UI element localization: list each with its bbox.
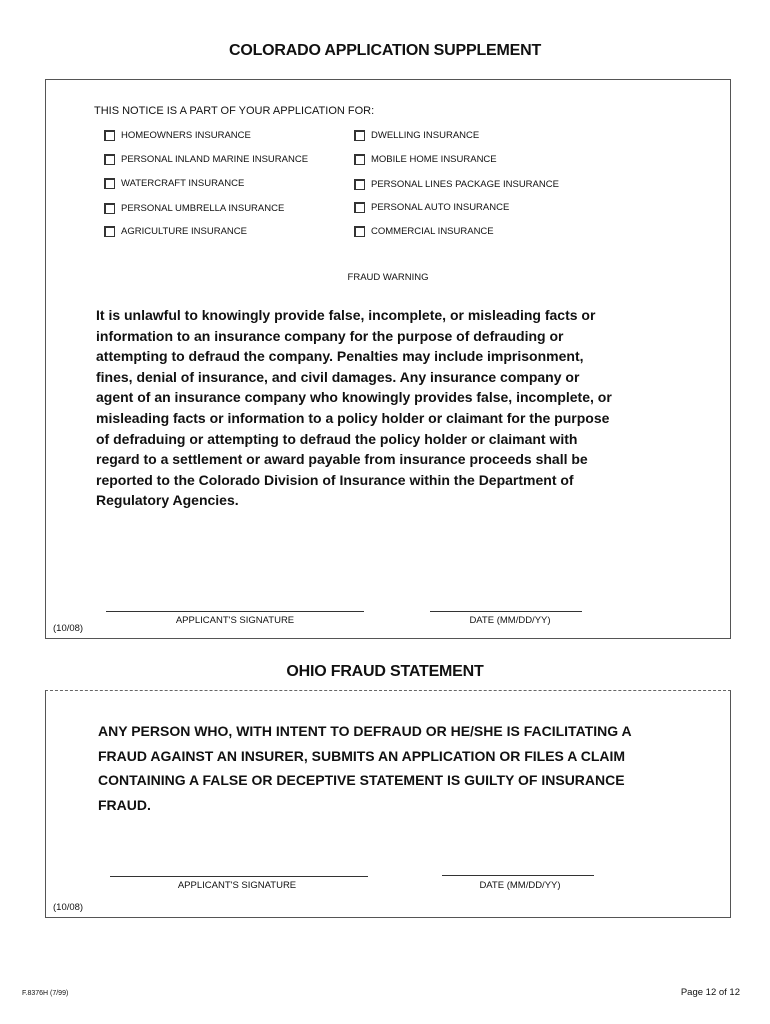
checkbox-label: DWELLING INSURANCE <box>371 130 480 141</box>
checkbox-package[interactable] <box>354 179 559 190</box>
signature-line[interactable] <box>106 611 364 612</box>
checkbox-agriculture[interactable] <box>104 226 247 237</box>
form-date: (10/08) <box>53 623 84 634</box>
checkbox-umbrella[interactable] <box>104 203 284 214</box>
checkbox-square[interactable] <box>104 130 115 141</box>
date-line[interactable] <box>430 611 582 612</box>
checkbox-watercraft[interactable] <box>104 178 244 189</box>
checkbox-square[interactable] <box>104 203 115 214</box>
checkbox-label: HOMEOWNERS INSURANCE <box>121 130 251 141</box>
signature-label: APPLICANT'S SIGNATURE <box>175 615 295 626</box>
form-number: F.8376H (7/99) <box>22 990 69 997</box>
checkbox-commercial[interactable] <box>354 226 494 237</box>
checkbox-auto[interactable] <box>354 202 509 213</box>
ohio-statement: ANY PERSON WHO, WITH INTENT TO DEFRAUD OR HE/SHE IS FACILITATING A FRAUD AGAINST AN INSURER, SUBMITS AN APPLICATION OR FILES A CLAIM CONTAINING A FALSE OR DECEPTIVE STATEMENT IS GUILTY OF INSURANCE FRAUD. <box>98 723 632 813</box>
colorado-section <box>45 79 731 639</box>
ohio-title: OHIO FRAUD STATEMENT <box>286 663 484 680</box>
page-number: Page 12 of 12 <box>680 987 740 998</box>
checkbox-square[interactable] <box>104 226 115 237</box>
checkbox-label: COMMERCIAL INSURANCE <box>371 226 494 237</box>
fraud-warning-label: FRAUD WARNING <box>347 272 429 283</box>
checkbox-square[interactable] <box>354 202 365 213</box>
checkbox-square[interactable] <box>104 178 115 189</box>
checkbox-square[interactable] <box>104 154 115 165</box>
checkbox-mobile-home[interactable] <box>354 154 497 165</box>
checkbox-square[interactable] <box>354 154 365 165</box>
ohio-section <box>45 690 731 918</box>
signature-line[interactable] <box>110 876 368 877</box>
form-date: (10/08) <box>53 902 84 913</box>
checkbox-label: WATERCRAFT INSURANCE <box>121 178 245 189</box>
checkbox-label: MOBILE HOME INSURANCE <box>371 154 497 165</box>
checkbox-dwelling[interactable] <box>354 130 479 141</box>
checkbox-square[interactable] <box>354 179 365 190</box>
date-label: DATE (MM/DD/YY) <box>469 615 551 626</box>
checkbox-inland-marine[interactable] <box>104 154 308 165</box>
checkbox-label: PERSONAL LINES PACKAGE INSURANCE <box>371 179 559 190</box>
colorado-title: COLORADO APPLICATION SUPPLEMENT <box>228 42 542 59</box>
date-label: DATE (MM/DD/YY) <box>479 880 561 891</box>
checkbox-label: PERSONAL UMBRELLA INSURANCE <box>121 203 285 214</box>
checkbox-label: PERSONAL INLAND MARINE INSURANCE <box>121 154 309 165</box>
checkbox-homeowners[interactable] <box>104 130 251 141</box>
notice-text: THIS NOTICE IS A PART OF YOUR APPLICATION FOR: <box>94 105 375 117</box>
date-line[interactable] <box>442 875 594 876</box>
checkbox-square[interactable] <box>354 226 365 237</box>
checkbox-label: PERSONAL AUTO INSURANCE <box>371 202 510 213</box>
checkbox-square[interactable] <box>354 130 365 141</box>
checkbox-label: AGRICULTURE INSURANCE <box>121 226 247 237</box>
signature-label: APPLICANT'S SIGNATURE <box>177 880 297 891</box>
fraud-warning-text: It is unlawful to knowingly provide false, incomplete, or misleading facts or information to an insurance company for the purpose of defrauding or attempting to defraud the company. Penalties may include imprisonment, fines, denial of insurance, and civil damages. Any insurance company or agent of an insurance company who knowingly provides false, incomplete, or misleading facts or information to a policy holder or claimant for the purpose of defraduing or attempting to defraud the policy holder or claimant with regard to a settlement or award payable from insurance proceeds shall be reported to the Colorado Division of Insurance within the Department of Regulatory Agencies. <box>96 307 612 509</box>
